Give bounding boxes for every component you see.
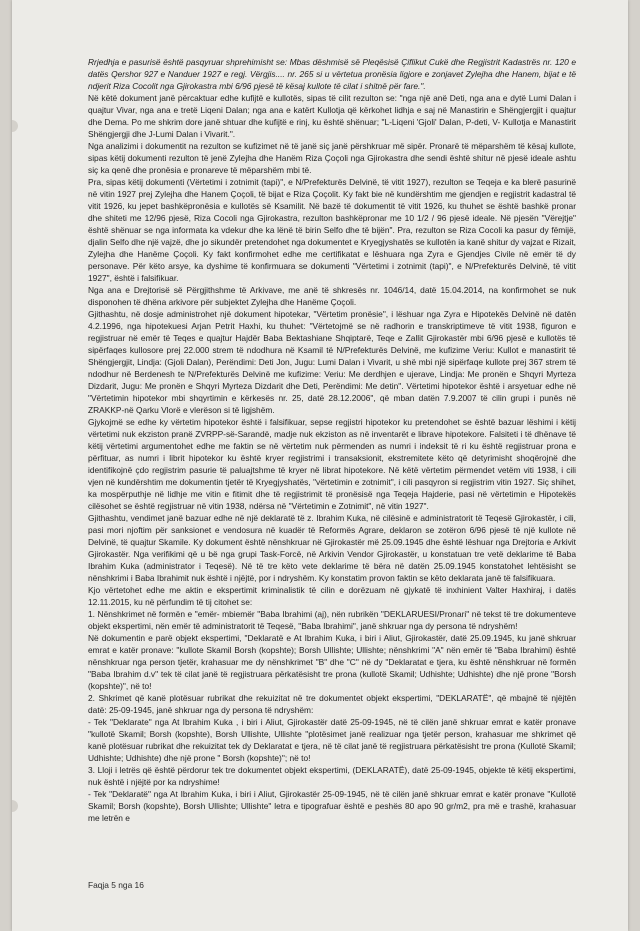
paragraph-1: Rrjedhja e pasurisë është pasqyruar shprehimisht se: Mbas dëshmisë së Pleqësisë Çiflikut Cukë dhe Regjistrit Kadastrës nr. 120 e datës Qershor 927 e Nanduer 1927 e regj. Vërgjis.... nr. 265 si u vërtetua pronësia ligjore e zonjavet Zylejha dhe Hanem, bijat e të ndjerit Riza Cocolit nga Gjirokastra mbi 6/96 pjesë të kësaj kullote të cilat i shitnë për fare.". bbox=[88, 57, 576, 91]
paragraph-14: 3. Lloji i letrës që është përdorur tek tre dokumentet objekt ekspertimi, (DEKLARATË), datë 25-09-1945, objekte të këtij ekspertimi, nuk është i njëjtë por ka ndryshime! bbox=[88, 765, 576, 787]
paragraph-11: Në dokumentin e parë objekt ekspertimi, "Deklaratë e At Ibrahim Kuka, i biri i Aliut, Gjirokastër, datë 25.09.1945, ku janë shkruar emrat e katër pronave: "kullote Skamil Borsh (kopshte); Borsh Ullishte; Ullishte; nënshkrimi "A" nën emër të "Baba Ibrahimi) është nënshkruar nga person tjetër, krahasuar me dy nënshkrimet "B" dhe "C" në dy "Deklaratat e tjera, ku është nënshkruar në formën "Baba Ibrahim d.v" tek të cilat janë të regjistruara përkatësisht tre prona (kullotë Skamil; Udhishte; Udhishte) dhe një prone "Borsh (kopshte)", në to! bbox=[88, 633, 576, 691]
punch-hole bbox=[12, 800, 18, 812]
paragraph-15: - Tek "Deklaratë" nga At Ibrahim Kuka, i biri i Aliut, Gjirokastër 25-09-1945, në të cilën janë shkruar emrat e katër pronave "Kullotë Skamil; Borsh (kopshte), Borsh Ullishte; Ullishte" letra e tipografuar është e peshës 80 apo 90 gr/m2, pra më e trashë, krahasuar me letrën e bbox=[88, 789, 576, 823]
paragraph-12: 2. Shkrimet që kanë plotësuar rubrikat dhe rekuizitat në tre dokumentet objekt ekspertimi, "DEKLARATË", që mbajnë të njëjtën datë: 25-09-1945, janë shkruar nga dy persona të ndryshëm: bbox=[88, 693, 576, 715]
paragraph-5: Nga ana e Drejtorisë së Përgjithshme të Arkivave, me anë të shkresës nr. 1046/14, datë 15.04.2014, na konfirmohet se nuk disponohen të dhëna arkivore për subjektet Zylejha dhe Hanëme Çoçoli. bbox=[88, 285, 576, 307]
paragraph-7: Gjykojmë se edhe ky vërtetim hipotekor është i falsifikuar, sepse regjistri hipotekor ku pretendohet se është bazuar lëshimi i këtij vërtetimi nuk ekziston pranë ZVRPP-së-Sarandë, madje nuk ekziston as në inventarët e librave hipotekore. Falsiteti i të dhënave të këtij vërtetimi argumentohet edhe me faktin se në vërtetim nuk përmenden as numri i indeksit të ri ku është regjistruar prona e përfituar, as numri i librit hipotekor ku është kryer regjistrimi i transaksionit, ekstremitete këto që detyrimisht shoqërojnë dhe identifikojnë çdo regjistrim pasurie të paluajtshme të kryer në librat hipotekore. Në këtë vërtetim përmendet vetëm viti 1938, i cili vjen në kundërshtim me dokumentin tjetër të Kryegjyshatës, "vërtetimin e zotnimit", i cili pasqyron si regjistrim vitin 1927. Siç shihet, ka mospërputhje në lidhje me vitin e fitimit dhe të regjistrimit të pronësisë nga Teqeja Hajderie, pasi në vërtetimin e Hipotekës cilësohet se është regjistruar në vitin 1938, ndërsa në "Vërtetimin e Zotnimit", në vitin 1927". bbox=[88, 417, 576, 511]
paragraph-2: Në këtë dokument janë përcaktuar edhe kufijtë e kullotës, sipas të cilit rezulton se: "nga një anë Deti, nga ana e dytë Lumi Dalan i quajtur Vivar, nga ana e tretë Liqeni Dalan; nga ana e katërt Kullotja që kërkohet lidhja e saj në Manastirin e Shëngjergjit i quajtur dhe Dema. Po me shkrim dore janë shtuar dhe kufijtë e rinj, ku është shënuar; "L-Liqeni 'Gjoli' Dalan, P-deti, V- Kullotja e Manastirit Shëngjergji dhe J-Lumi Dalan i Vivarit.". bbox=[88, 93, 576, 139]
document-page bbox=[12, 0, 628, 931]
page-footer: Faqja 5 nga 16 bbox=[88, 880, 144, 890]
paragraph-4: Pra, sipas këtij dokumenti (Vërtetimi i zotnimit (tapi)", e N/Prefekturës Delvinë, të vitit 1927), rezulton se Teqeja e ka blerë pasurinë në vitin 1927 prej Zylejha dhe Hanem Çoçoli, të bijat e Riza Çoçolit. Ky fakt bie në kundërshtim me gjendjen e regjistrit kadastral të vitit 1926, ku jepet bashkëpronësia e kullotës së Ksamilit. Në bazë të dokumentit të vitit 1926, ku thuhet se është bashkë pronar dhe shiteti me 12/96 pjesë, Riza Cocoli nga Gjirokastra, rezulton bashkëpronar me 10 1/2 / 96 pjesë ideale. Në pjesën "Vërejtje" është shënuar se nga informata ka vdekur dhe ka lënë të birin Selfo dhe të bijën". Pra, rezulton se Riza Cocoli ka pasur dy fëmijë, djalin Selfo dhe një vajzë, dhe jo sikundër pretendohet nga dokumentet e Kryegjyshatës se kullotën ia kanë shitur dy vajzat e Rizait, Zylejha dhe Hanëme Çoçoli. Ky fakt konfirmohet edhe me certifikatat e lëshuara nga Zyra e Gjendjes Civile në emër të dy personave. Për këto arsye, ka dyshime të konfirmuara se dokumenti "Vërtetimi i zotnimit (tapi)", e N/Prefekturës Delvinë, të vitit 1927", është i falsifikuar. bbox=[88, 177, 576, 283]
paragraph-8: Gjithashtu, vendimet janë bazuar edhe në një deklaratë të z. Ibrahim Kuka, në cilësinë e administratorit të Teqesë Gjirokastër, i cili, pasi mori njoftim për sanksionet e vendosura në kuadër të Reformës Agrare, deklaron se zotëron 6/96 pjesë të një kullote në Delvinë, të quajtur Skamile. Ky dokument është nënshkruar në Gjirokastër më 25.09.1945 dhe është lëshuar nga Drejtoria e Arkivit Gjirokastër. Nga verifikimi që u bë nga grupi Task-Forcë, në Arkivin Vendor Gjirokastër, u konstatuan tre vetë deklarime të Baba Ibrahim Kuka (administrator i Teqesë). Në të tre këto vete deklarime të bëra në datën 25.09.1945 konstatohet lehtësisht se nënshkrimi i Baba Ibrahimit nuk është i njëjtë, por i ndryshëm. Ky konstatim provon faktin se këto deklarata janë të falsifikuara. bbox=[88, 513, 576, 583]
document-body bbox=[88, 56, 576, 824]
paragraph-3: Nga analizimi i dokumentit na rezulton se kufizimet në të janë siç janë përshkruar më sipër. Pronarë të mëparshëm të kësaj kullote, sipas këtij dokumenti rezulton të jenë Zylejha dhe Hanëm Riza Çoçoli nga Gjirokastra dhe sendi është shitur në pjesë ideale ashtu siç ka qenë dhe pronësia e pronareve të mëparshëm mbi të. bbox=[88, 141, 576, 175]
paragraph-10: 1. Nënshkrimet në formën e "emër- mbiemër "Baba Ibrahimi (aj), nën rubrikën "DEKLARUESI/Pronari" në tekst të tre dokumenteve objekt ekspertimi, nën emër të administratorit të Teqesë, "Baba Ibrahimi", janë shkruar nga dy persona të ndryshëm! bbox=[88, 609, 576, 631]
punch-hole bbox=[12, 120, 18, 132]
paragraph-9: Kjo vërtetohet edhe me aktin e ekspertimit kriminalistik të cilin e dorëzuam në gjykatë të inxhinient Valter Haxhiraj, i datës 12.11.2015, ku në përfundim të tij citohet se: bbox=[88, 585, 576, 607]
paragraph-13: - Tek "Deklarate" nga At Ibrahim Kuka , i biri i Aliut, Gjirokastër datë 25-09-1945, në të cilën janë shkruar emrat e katër pronave "kullotë Skamil; Borsh (kopshte), Borsh Ullishte, Ullishte "plotësimet janë realizuar nga tjetër person, krahasuar me shkrimet që kanë plotësuar rubrikat dhe rekuizitat tek dy Deklaratat e tjera, në të cilat janë të regjistruara përkatësisht tre prona (Kullotë Skamil; Udhishte; Udhishte) dhe një prone " Borsh (kopshte)"; në to! bbox=[88, 717, 576, 763]
paragraph-6: Gjithashtu, në dosje administrohet një dokument hipotekar, "Vërtetim pronësie", i lëshuar nga Zyra e Hipotekës Delvinë në datën 4.2.1996, nga hipotekuesi Arjan Petrit Haxhi, ku thuhet: "Vërtetojmë se në radhorin e transkriptimeve të vitit 1938, figuron e regjistruar në emër të Teqes e quajtur Hajdër Baba Bektashiane Shqiptarë, Teqe e Zallit Gjirokastër mbi 6/96 pjesë e kullotës të sipërfaqes kullosore prej 22.000 strem të ndodhura në Ksamil të N/Prefekturës Delvinë, me kufizime Veriu: Kullot e manastirit të Shëngjergjit, Lindja: (Gjoli Dalan), Perëndimi: Deti Jon, Jugu: Lumi Dalan i Vivarit, u shë mbi një sipërfaqe kullote prej 367 strem të ndodhur në Berdenesh te N/Prefekturës Delvinë me kufizime: Veriu: Me derdhjen e ujerave, Lindja: Me pronën e Shqyri Myrteza Dizdarit, Jugu: Me pronën e Shqyri Myrteza Dizdarit dhe Deti, Perëndimi: Me detin". Vërtetimi hipotekor është i arsyetuar edhe në "Vërtetimin hipotekor mbi shqyrtimin e kërkesës nr. 25, datë 28.12.2006", që mban datën 7.9.2007 të cilin grupi i punës në ZRAKKP-në Qarku Vlorë e vlerëson si të ligjshëm. bbox=[88, 309, 576, 415]
